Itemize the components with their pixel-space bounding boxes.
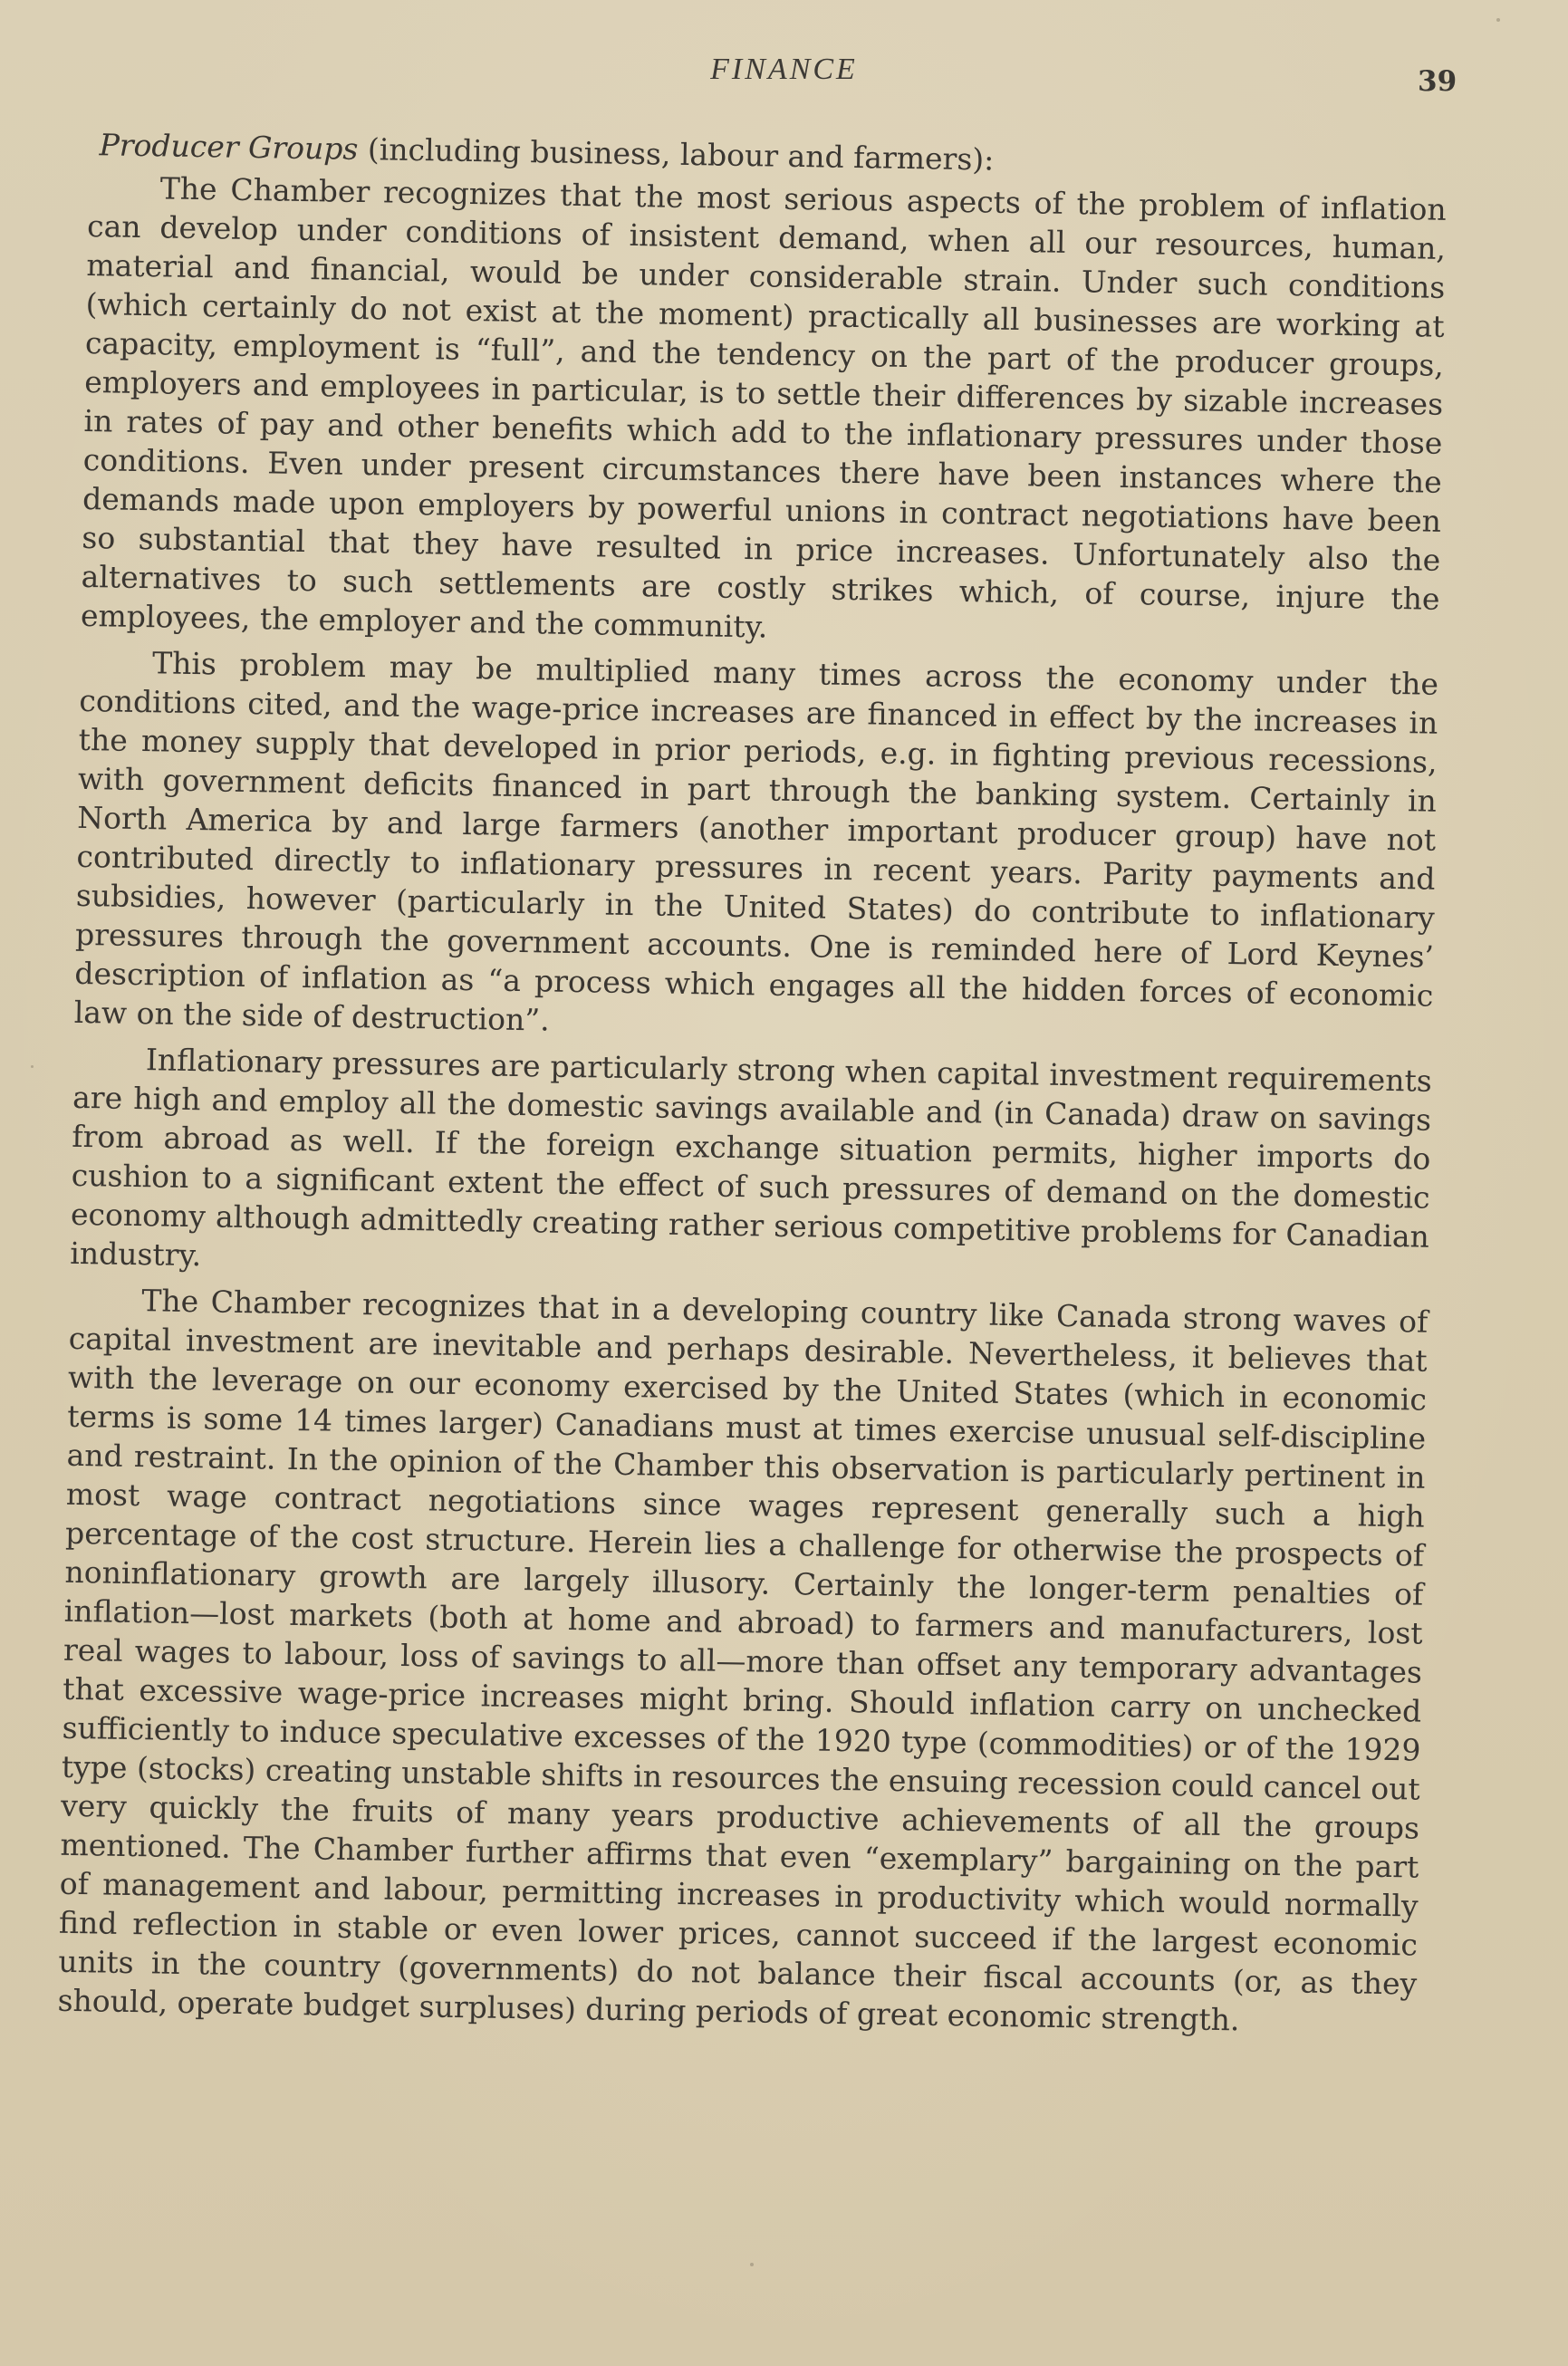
paragraph-4: The Chamber recognizes that in a developing country like Canada strong waves of capital investment are inevitable and perhaps desirable. Nevertheless, it believes that with the leverage on our economy exercised by the United States (which in economic terms is some 14 times larger) Canadians must at times exercise unusual self-discipline and restraint. In the opinion of the Chamber this observation is particularly pertinent in most wage contract negotiations since wages represent generally such a high percentage of the cost structure. Herein lies a challenge for otherwise the prospects of noninflationary growth are largely illusory. Certainly the longer-term penalties of inflation—lost markets (both at home and abroad) to farmers and manufacturers, lost real wages to labour, loss of savings to all—more than offset any temporary advantages that excessive wage-price increases might bring. Should inflation carry on unchecked sufficiently to induce speculative excesses of the 1920 type (commodities) or of the 1929 type (stocks) creating unstable shifts in resources the ensuing recession could cancel out very quickly the fruits of many years productive achievements of all the groups mentioned. The Chamber further affirms that even “exemplary” bargaining on the part of management and labour, permitting increases in productivity which would normally find reflection in stable or even lower prices, cannot succeed if the largest economic units in the country (governments) do not balance their fiscal accounts (or, as they should, operate budget surpluses) during periods of great economic strength. — [57, 1283, 1429, 2038]
page-number: 39 — [1418, 65, 1457, 98]
paragraph-2: This problem may be multiplied many times across the economy under the conditions cited, and the wage-price increases are financed in effect by the increases in the money supply that developed in prior periods, e.g. in fighting previous recessions, with government deficits financed in part through the banking system. Certainly in North America by and large farmers (another important producer group) have not contributed directly to inflationary pressures in recent years. Parity payments and subsidies, however (particularly in the United States) do contribute to inflationary pressures through the government accounts. One is reminded here of Lord Keynes’ description of inflation as “a process which engages all the hidden forces of economic law on the side of destruction”. — [73, 645, 1439, 1038]
page-header — [0, 53, 1568, 107]
paragraph-3: Inflationary pressures are particularly strong when capital investment requirements are high and employ all the domestic savings available and (in Canada) draw on savings from abroad as well. If the foreign exchange situation permits, higher imports do cushion to a significant extent the effect of such pressures of demand on the domestic economy although admittedly creating rather serious competitive problems for Canadian industry. — [70, 1042, 1433, 1274]
paper-speck — [31, 1065, 34, 1068]
paper-speck — [1496, 18, 1500, 22]
section-heading-rest: (including business, labour and farmers): — [358, 130, 995, 178]
body-text — [57, 125, 1448, 2050]
section-heading-italic: Producer Groups — [99, 127, 359, 167]
paragraph-1: The Chamber recognizes that the most serious aspects of the problem of inflation can develop under conditions of insistent demand, when all our resources, human, material and financial, would be under considerable strain. Under such conditions (which certainly do not exist at the moment) practically all businesses are working at capacity, employment is “full”, and the tendency on the part of the producer groups, employers and employees in particular, is to settle their differences by sizable increases in rates of pay and other benefits which add to the inflationary pressures under those conditions. Even under present circumstances there have been instances where the demands made upon employers by powerful unions in contract negotiations have been so substantial that they have resulted in price increases. Unfortunately also the alternatives to such settlements are costly strikes which, of course, injure the employees, the employer and the community. — [80, 170, 1447, 645]
running-head: FINANCE — [710, 53, 858, 86]
paper-speck — [750, 2263, 754, 2266]
